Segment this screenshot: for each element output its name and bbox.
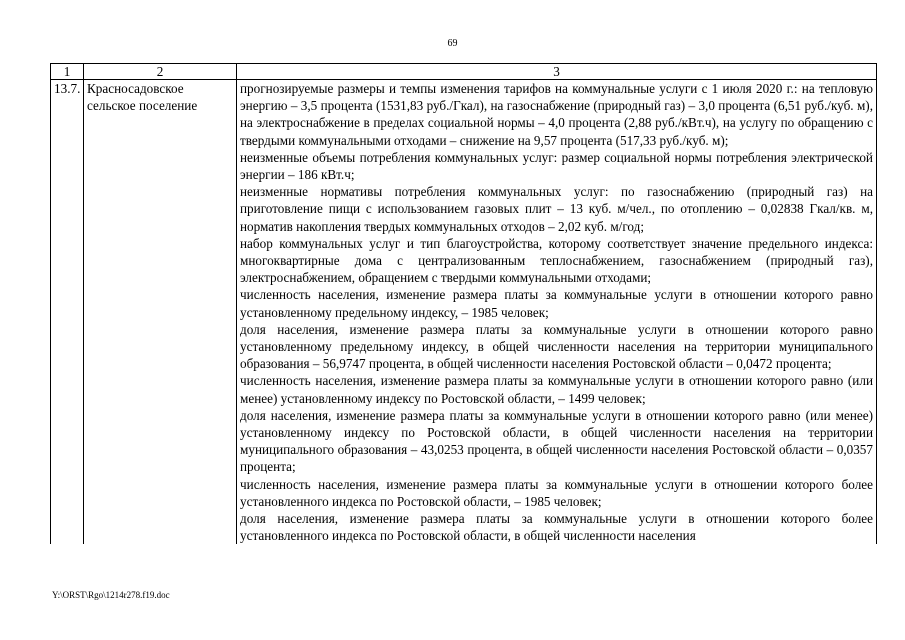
row-number-cell: 13.7. [51,80,84,545]
header-cell-1: 1 [51,64,84,80]
table-header-row [51,64,877,80]
paragraph-population-above-regional: численность населения, изменение размера платы за коммунальные услуги в отношении которого более установленного индекса по Ростовской области, – 1985 человек; [240,476,873,509]
paragraph-tariffs: прогнозируемые размеры и темпы изменения тарифов на коммунальные услуги с 1 июля 2020 г.: на тепловую энергию – 3,5 процента (1531,83 руб./Гкал), на газоснабжение (природный газ) – 3,0 процента (6,51 руб./куб. м), на электроснабжение в пределах социальной нормы – 4,0 процента (2,88 руб./кВт.ч), на услугу по обращению с твердыми коммунальными отходами – снижение на 9,57 процента (517,33 руб./куб. м); [240,81,873,148]
footer-file-path: Y:\ORST\Rgo\1214r278.f19.doc [52,590,170,600]
header-cell-3: 3 [237,64,877,80]
paragraph-service-set: набор коммунальных услуг и тип благоустройства, которому соответствует значение предельного индекса: многоквартирные дома с централизованным теплоснабжением, газоснабжением (природный газ), электроснабжением, обращением с твердыми коммунальными отходами; [240,235,873,286]
paragraph-share-equal-limit: доля населения, изменение размера платы за коммунальные услуги в отношении которого равно установленному предельному индексу, в общей численности населения на территории муниципального образования – 56,9747 процента, в общей численности населения Ростовской области – 0,0472 процента; [240,321,873,372]
description-cell [237,80,877,545]
paragraph-consumption-volumes: неизменные объемы потребления коммунальных услуг: размер социальной нормы потребления электрической энергии – 186 кВт.ч; [240,149,873,183]
tariff-table [50,63,877,544]
paragraph-population-equal-limit: численность населения, изменение размера платы за коммунальные услуги в отношении которого равно установленному предельному индексу, – 1985 человек; [240,287,873,320]
page-number: 69 [447,38,458,49]
table-row [51,80,877,545]
paragraph-consumption-norms: неизменные нормативы потребления коммунальных услуг: по газоснабжению (природный газ) на приготовление пищи с использованием газовых плит – 13 куб. м/чел., по отоплению – 0,02838 Гкал/кв. м, норматив накопления твердых коммунальных отходов – 2,02 куб. м/год; [240,184,873,234]
paragraph-share-above-regional: доля населения, изменение размера платы за коммунальные услуги в отношении которого более установленного индекса по Ростовской области, в общей численности населения [240,511,873,544]
settlement-name-cell: Красносадовское сельское поселение [84,80,237,545]
paragraph-share-equal-or-less-regional: доля населения, изменение размера платы за коммунальные услуги в отношении которого равно (или менее) установленному индексу по Ростовской области, в общей численности населения на территории муниципального образования – 43,0253 процента, в общей численности населения Ростовской области – 0,0357 процента; [240,407,873,475]
paragraph-population-equal-or-less-regional: численность населения, изменение размера платы за коммунальные услуги в отношении которого равно (или менее) установленному индексу по Ростовской области, – 1499 человек; [240,373,873,406]
header-cell-2: 2 [84,64,237,80]
